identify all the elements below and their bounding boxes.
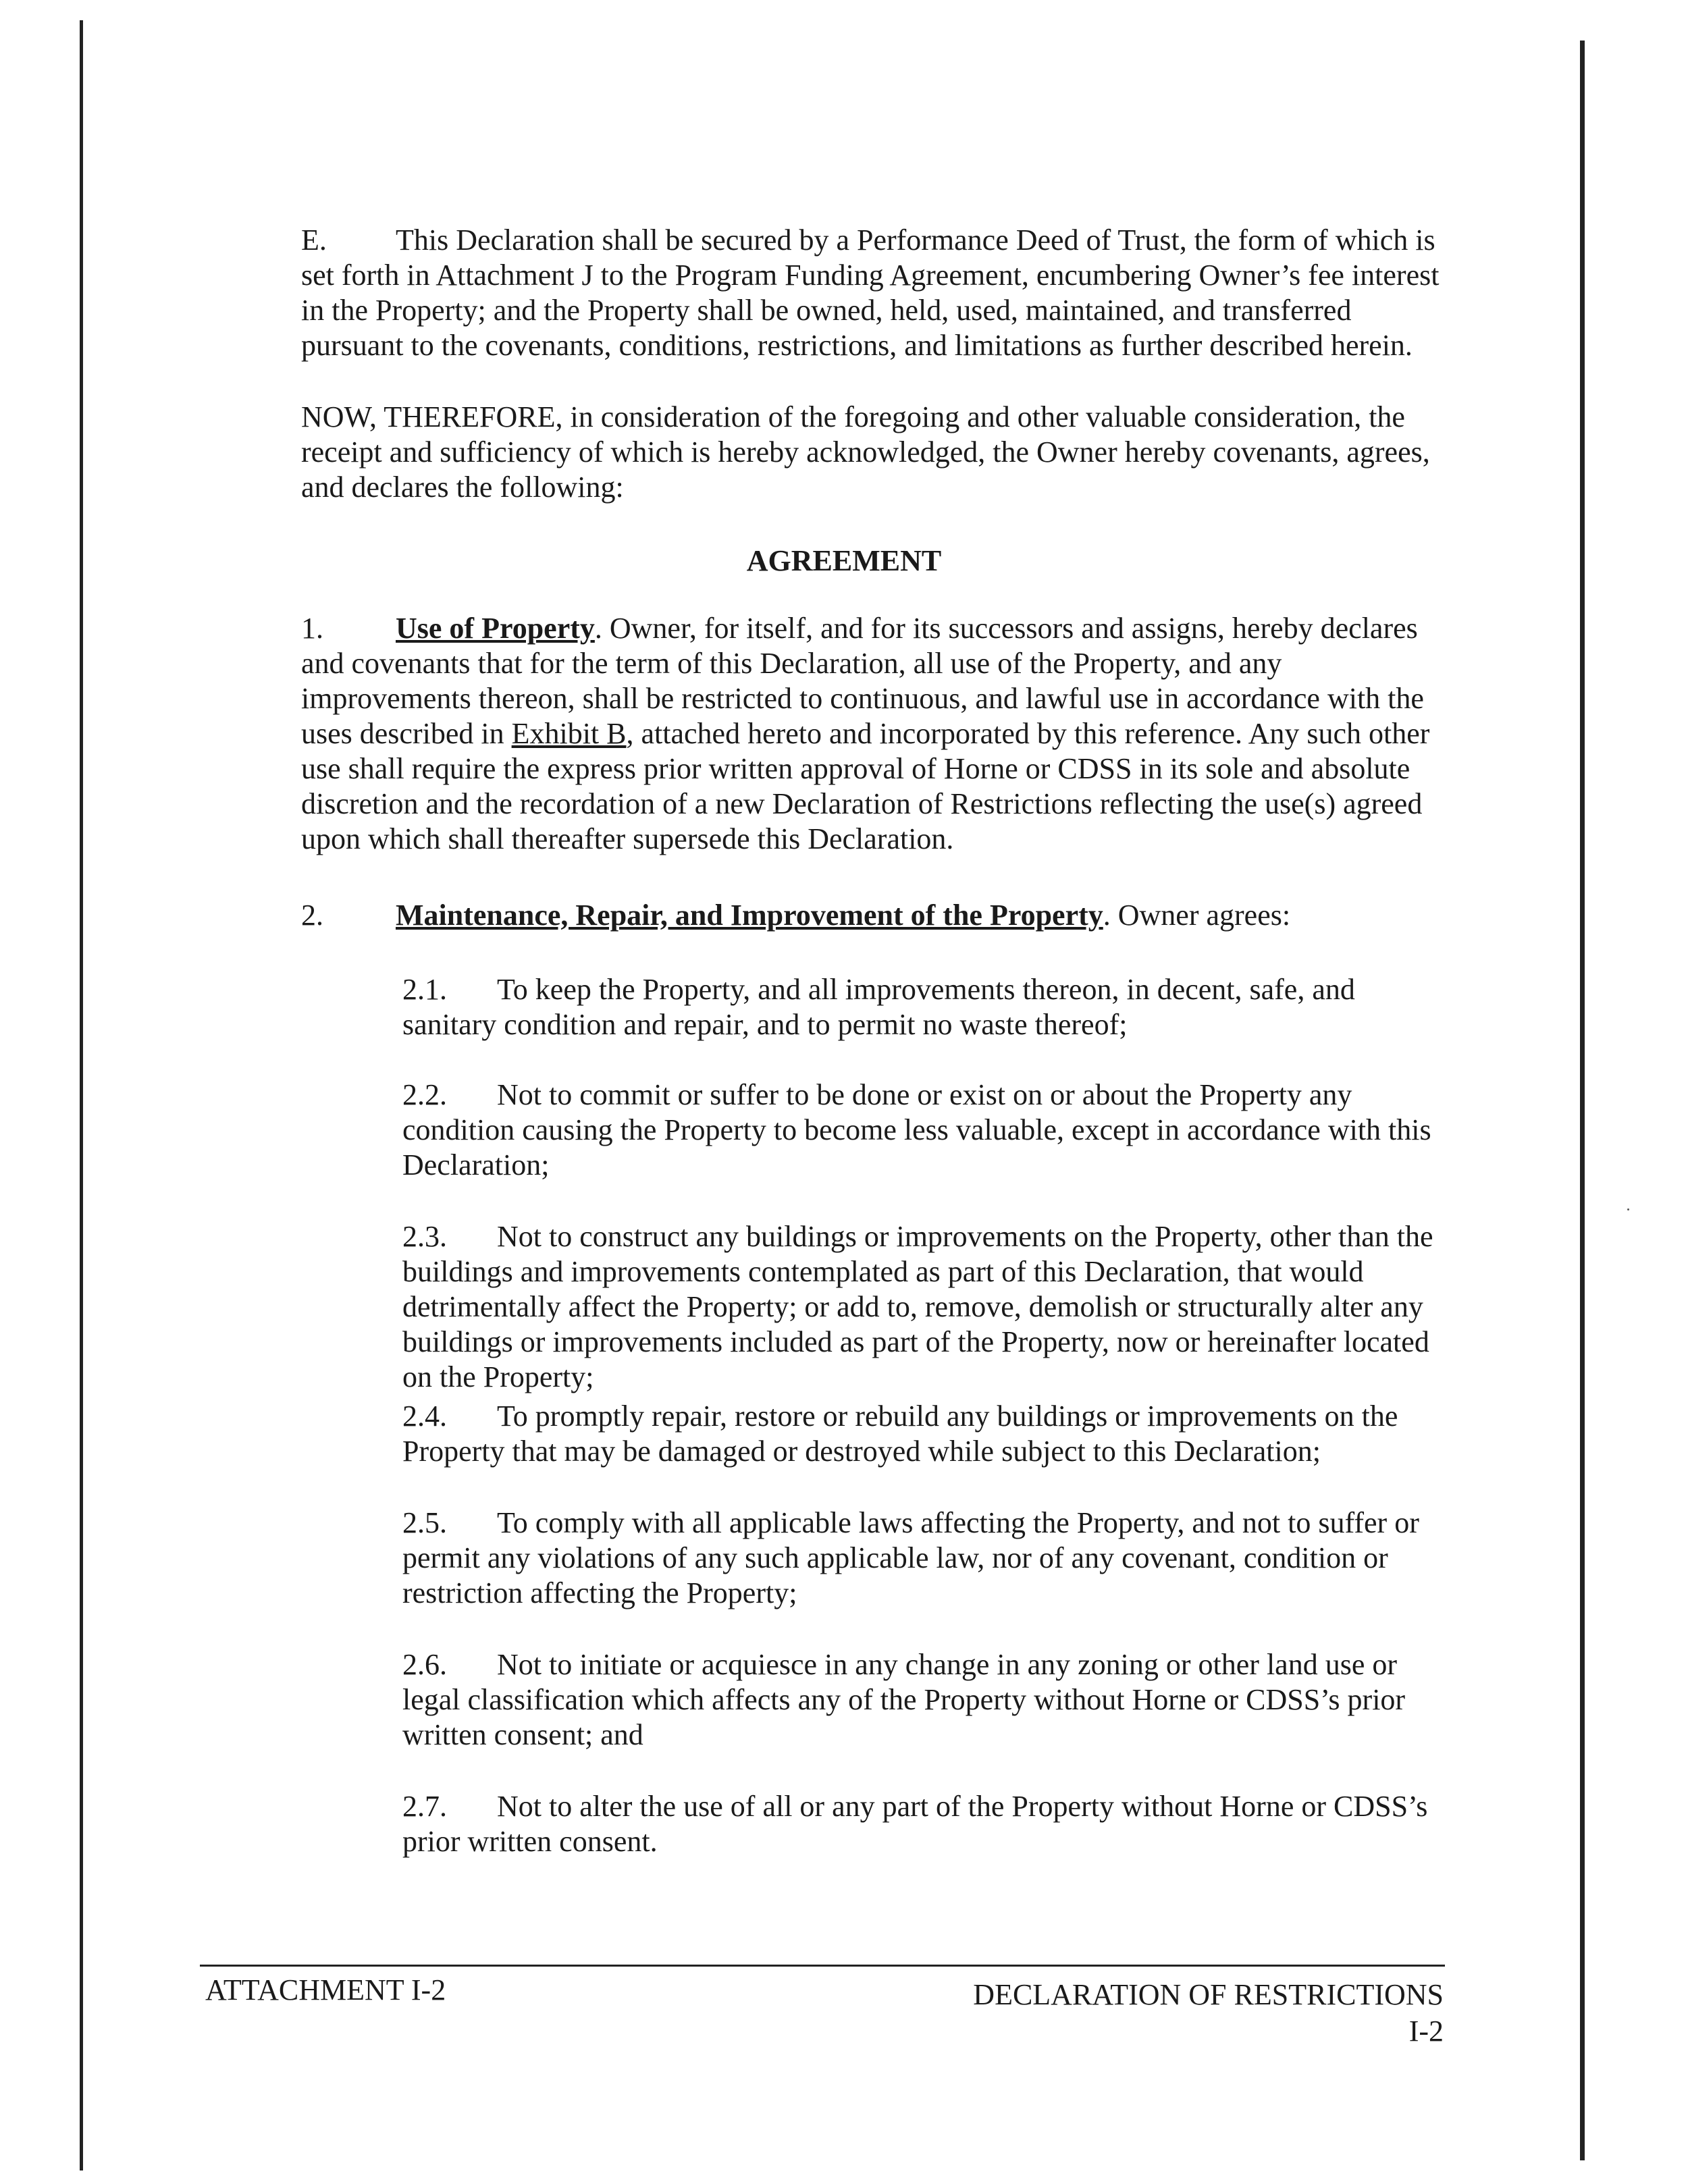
- exhibit-b-reference: Exhibit B: [511, 717, 627, 750]
- item-number: 2.2.: [402, 1078, 447, 1111]
- item-text: Not to commit or suffer to be done or exist on or about the Property any condition causing the Property to become less valuable, except in accordance with this Declaration;: [402, 1078, 1431, 1181]
- footer-rule: [200, 1965, 1445, 1967]
- item-2-5: [200, 1506, 1442, 1611]
- item-2-3: [200, 1219, 1442, 1395]
- paragraph-e-number: E.: [301, 223, 327, 257]
- item-number: 2.1.: [402, 973, 447, 1006]
- left-margin-line: [80, 20, 83, 2170]
- footer-document-title: DECLARATION OF RESTRICTIONS: [973, 1978, 1444, 2011]
- item-2-7: [200, 1789, 1442, 1859]
- item-text: Not to alter the use of all or any part of the Property without Horne or CDSS’s prior written consent.: [402, 1790, 1428, 1858]
- item-text: To comply with all applicable laws affecting the Property, and not to suffer or permit any violations of any such applicable law, nor of any covenant, condition or restriction affecting the Property;: [402, 1506, 1419, 1609]
- section-2-title: Maintenance, Repair, and Improvement of the Property: [396, 899, 1103, 932]
- now-therefore-text: NOW, THEREFORE, in consideration of the foregoing and other valuable consideration, the receipt and sufficiency of which is hereby acknowledged, the Owner hereby covenants, agrees, and declares the following:: [301, 400, 1430, 504]
- item-2-4: [200, 1399, 1442, 1469]
- section-2-number: 2.: [301, 899, 323, 932]
- item-text: To keep the Property, and all improvements thereon, in decent, safe, and sanitary condition and repair, and to permit no waste thereof;: [402, 973, 1355, 1041]
- item-number: 2.5.: [402, 1506, 447, 1539]
- item-text: Not to construct any buildings or improvements on the Property, other than the buildings and improvements contemplated as part of this Declaration, that would detrimentally affect the Property; or add to, remove, demolish or structurally alter any buildings or improvements included as part of the Property, now or hereinafter located on the Property;: [402, 1220, 1433, 1393]
- paragraph-e-text: This Declaration shall be secured by a Performance Deed of Trust, the form of which is set forth in Attachment J to the Program Funding Agreement, encumbering Owner’s fee interest in the Property; and the Property shall be owned, held, used, maintained, and transferred pursuant to the covenants, conditions, restrictions, and limitations as further described herein.: [301, 223, 1440, 362]
- item-text: To promptly repair, restore or rebuild any buildings or improvements on the Property that may be damaged or destroyed while subject to this Declaration;: [402, 1400, 1398, 1468]
- agreement-heading: AGREEMENT: [746, 544, 942, 577]
- item-2-2: [200, 1077, 1442, 1183]
- item-text: Not to initiate or acquiesce in any change in any zoning or other land use or legal classification which affects any of the Property without Horne or CDSS’s prior written consent; and: [402, 1648, 1406, 1751]
- footer-attachment-label: ATTACHMENT I-2: [205, 1973, 446, 2006]
- footer-right: [973, 1977, 1444, 2050]
- section-1-number: 1.: [301, 612, 323, 645]
- section-1-title: Use of Property: [396, 612, 595, 645]
- paragraph-e: [200, 223, 1442, 363]
- section-1-text-before: . Owner, for itself, and for its successors and assigns, hereby declares and covenants that for the term of this Declaration, all use of the Property, and any improvements thereon, shall be restricted to continuous, and lawful use in accordance with the uses described in: [301, 612, 1424, 750]
- section-2: [200, 898, 1442, 933]
- item-number: 2.3.: [402, 1220, 447, 1253]
- section-1: [200, 611, 1442, 857]
- scan-speck: [1627, 1208, 1629, 1210]
- item-2-6: [200, 1647, 1442, 1753]
- item-number: 2.6.: [402, 1648, 447, 1681]
- item-2-1: [200, 972, 1442, 1042]
- paragraph-now-therefore: [200, 400, 1442, 505]
- footer-page-number: I-2: [1408, 2015, 1444, 2048]
- item-number: 2.7.: [402, 1790, 447, 1823]
- section-2-text: . Owner agrees:: [1103, 899, 1291, 932]
- item-number: 2.4.: [402, 1400, 447, 1433]
- right-margin-line: [1580, 41, 1585, 2160]
- section-1-text-after: , attached hereto and incorporated by this reference. Any such other use shall require the express prior written approval of Horne or CDSS in its sole and absolute discretion and the recordation of a new Declaration of Restrictions reflecting the use(s) agreed upon which shall thereafter supersede this Declaration.: [301, 717, 1430, 855]
